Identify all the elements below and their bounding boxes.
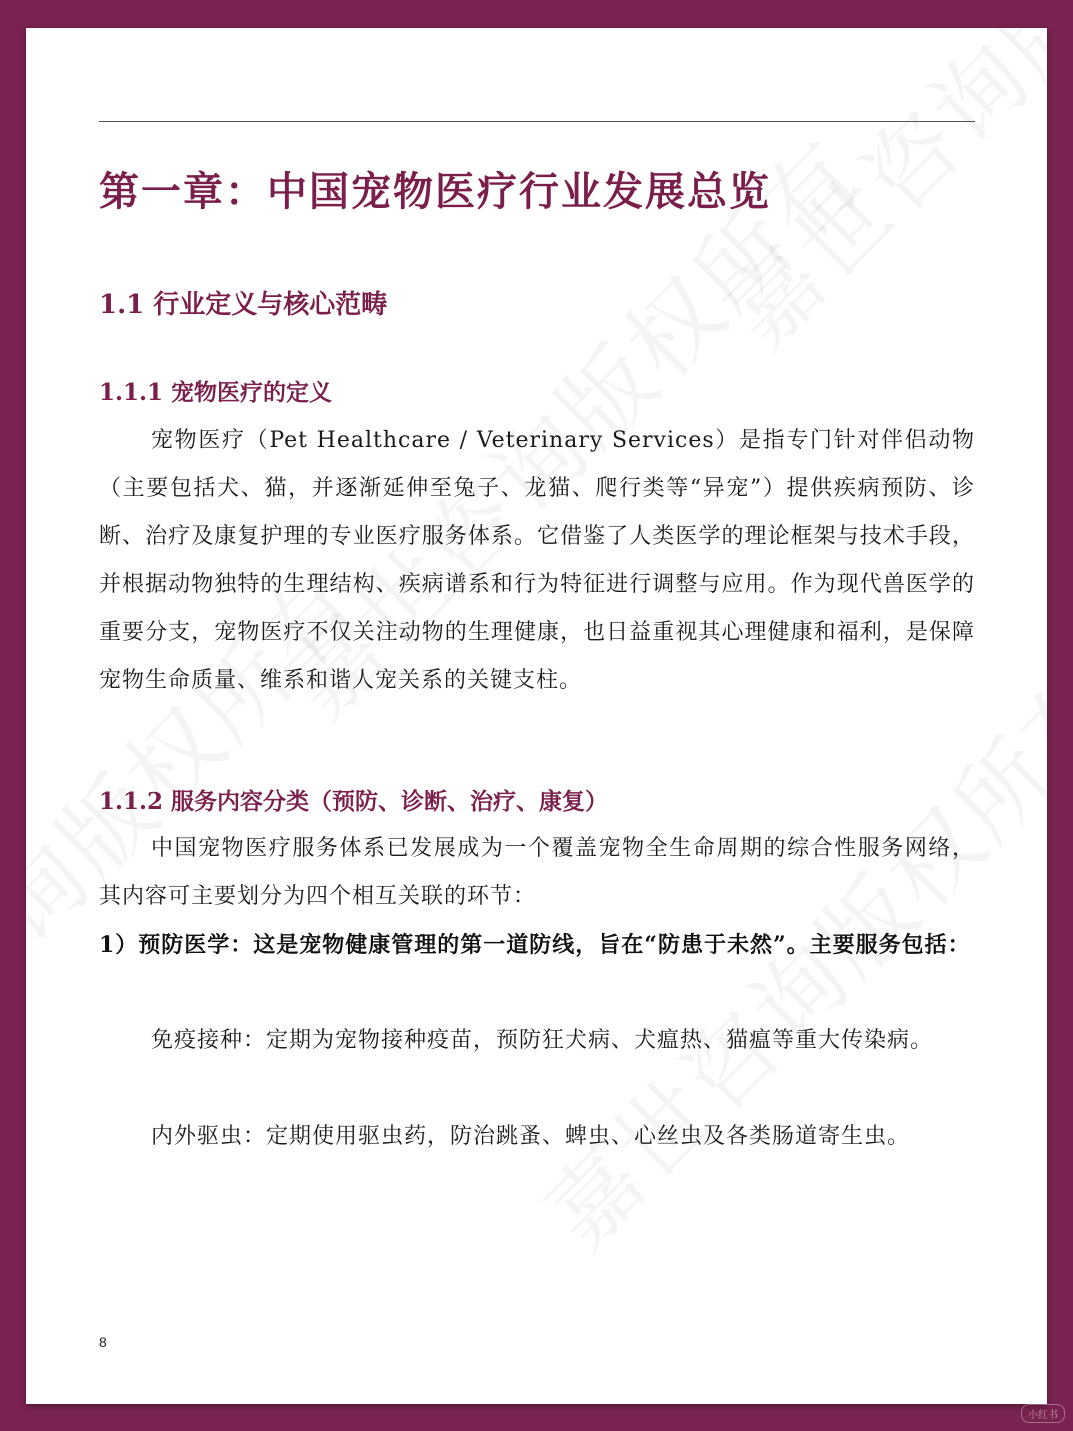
prevention-heading: 1）预防医学：这是宠物健康管理的第一道防线，旨在“防患于未然”。主要服务包括： [99,932,971,958]
watermark [26,28,1047,1404]
header-rule [99,121,975,122]
document-page [26,28,1047,1404]
corner-badge: 小红书 [1021,1404,1065,1423]
section-heading-1-1-2: 1.1.2 服务内容分类（预防、诊断、治疗、康复） [99,788,609,815]
section-heading-1-1: 1.1 行业定义与核心范畴 [99,290,388,320]
services-intro-paragraph: 中国宠物医疗服务体系已发展成为一个覆盖宠物全生命周期的综合性服务网络，其内容可主要划分为四个相互关联的环节： [99,836,975,909]
chapter-title: 第一章：中国宠物医疗行业发展总览 [99,168,771,215]
deworming-paragraph: 内外驱虫：定期使用驱虫药，防治跳蚤、蜱虫、心丝虫及各类肠道寄生虫。 [151,1124,911,1149]
section-heading-1-1-1: 1.1.1 宠物医疗的定义 [99,379,333,406]
vaccination-paragraph: 免疫接种：定期为宠物接种疫苗，预防狂犬病、犬瘟热、猫瘟等重大传染病。 [151,1028,934,1053]
page-number: 8 [99,1334,107,1350]
definition-paragraph: 宠物医疗（Pet Healthcare / Veterinary Services）是指专门针对伴侣动物（主要包括犬、猫，并逐渐延伸至兔子、龙猫、爬行类等“异宠”）提供疾病预防、诊断、治疗及康复护理的专业医疗服务体系。它借鉴了人类医学的理论框架与技术手段，并根据动物独特的生理结构、疾病谱系和行为特征进行调整与应用。作为现代兽医学的重要分支，宠物医疗不仅关注动物的生理健康，也日益重视其心理健康和福利，是保障宠物生命质量、维系和谐人宠关系的关键支柱。 [99,428,975,693]
